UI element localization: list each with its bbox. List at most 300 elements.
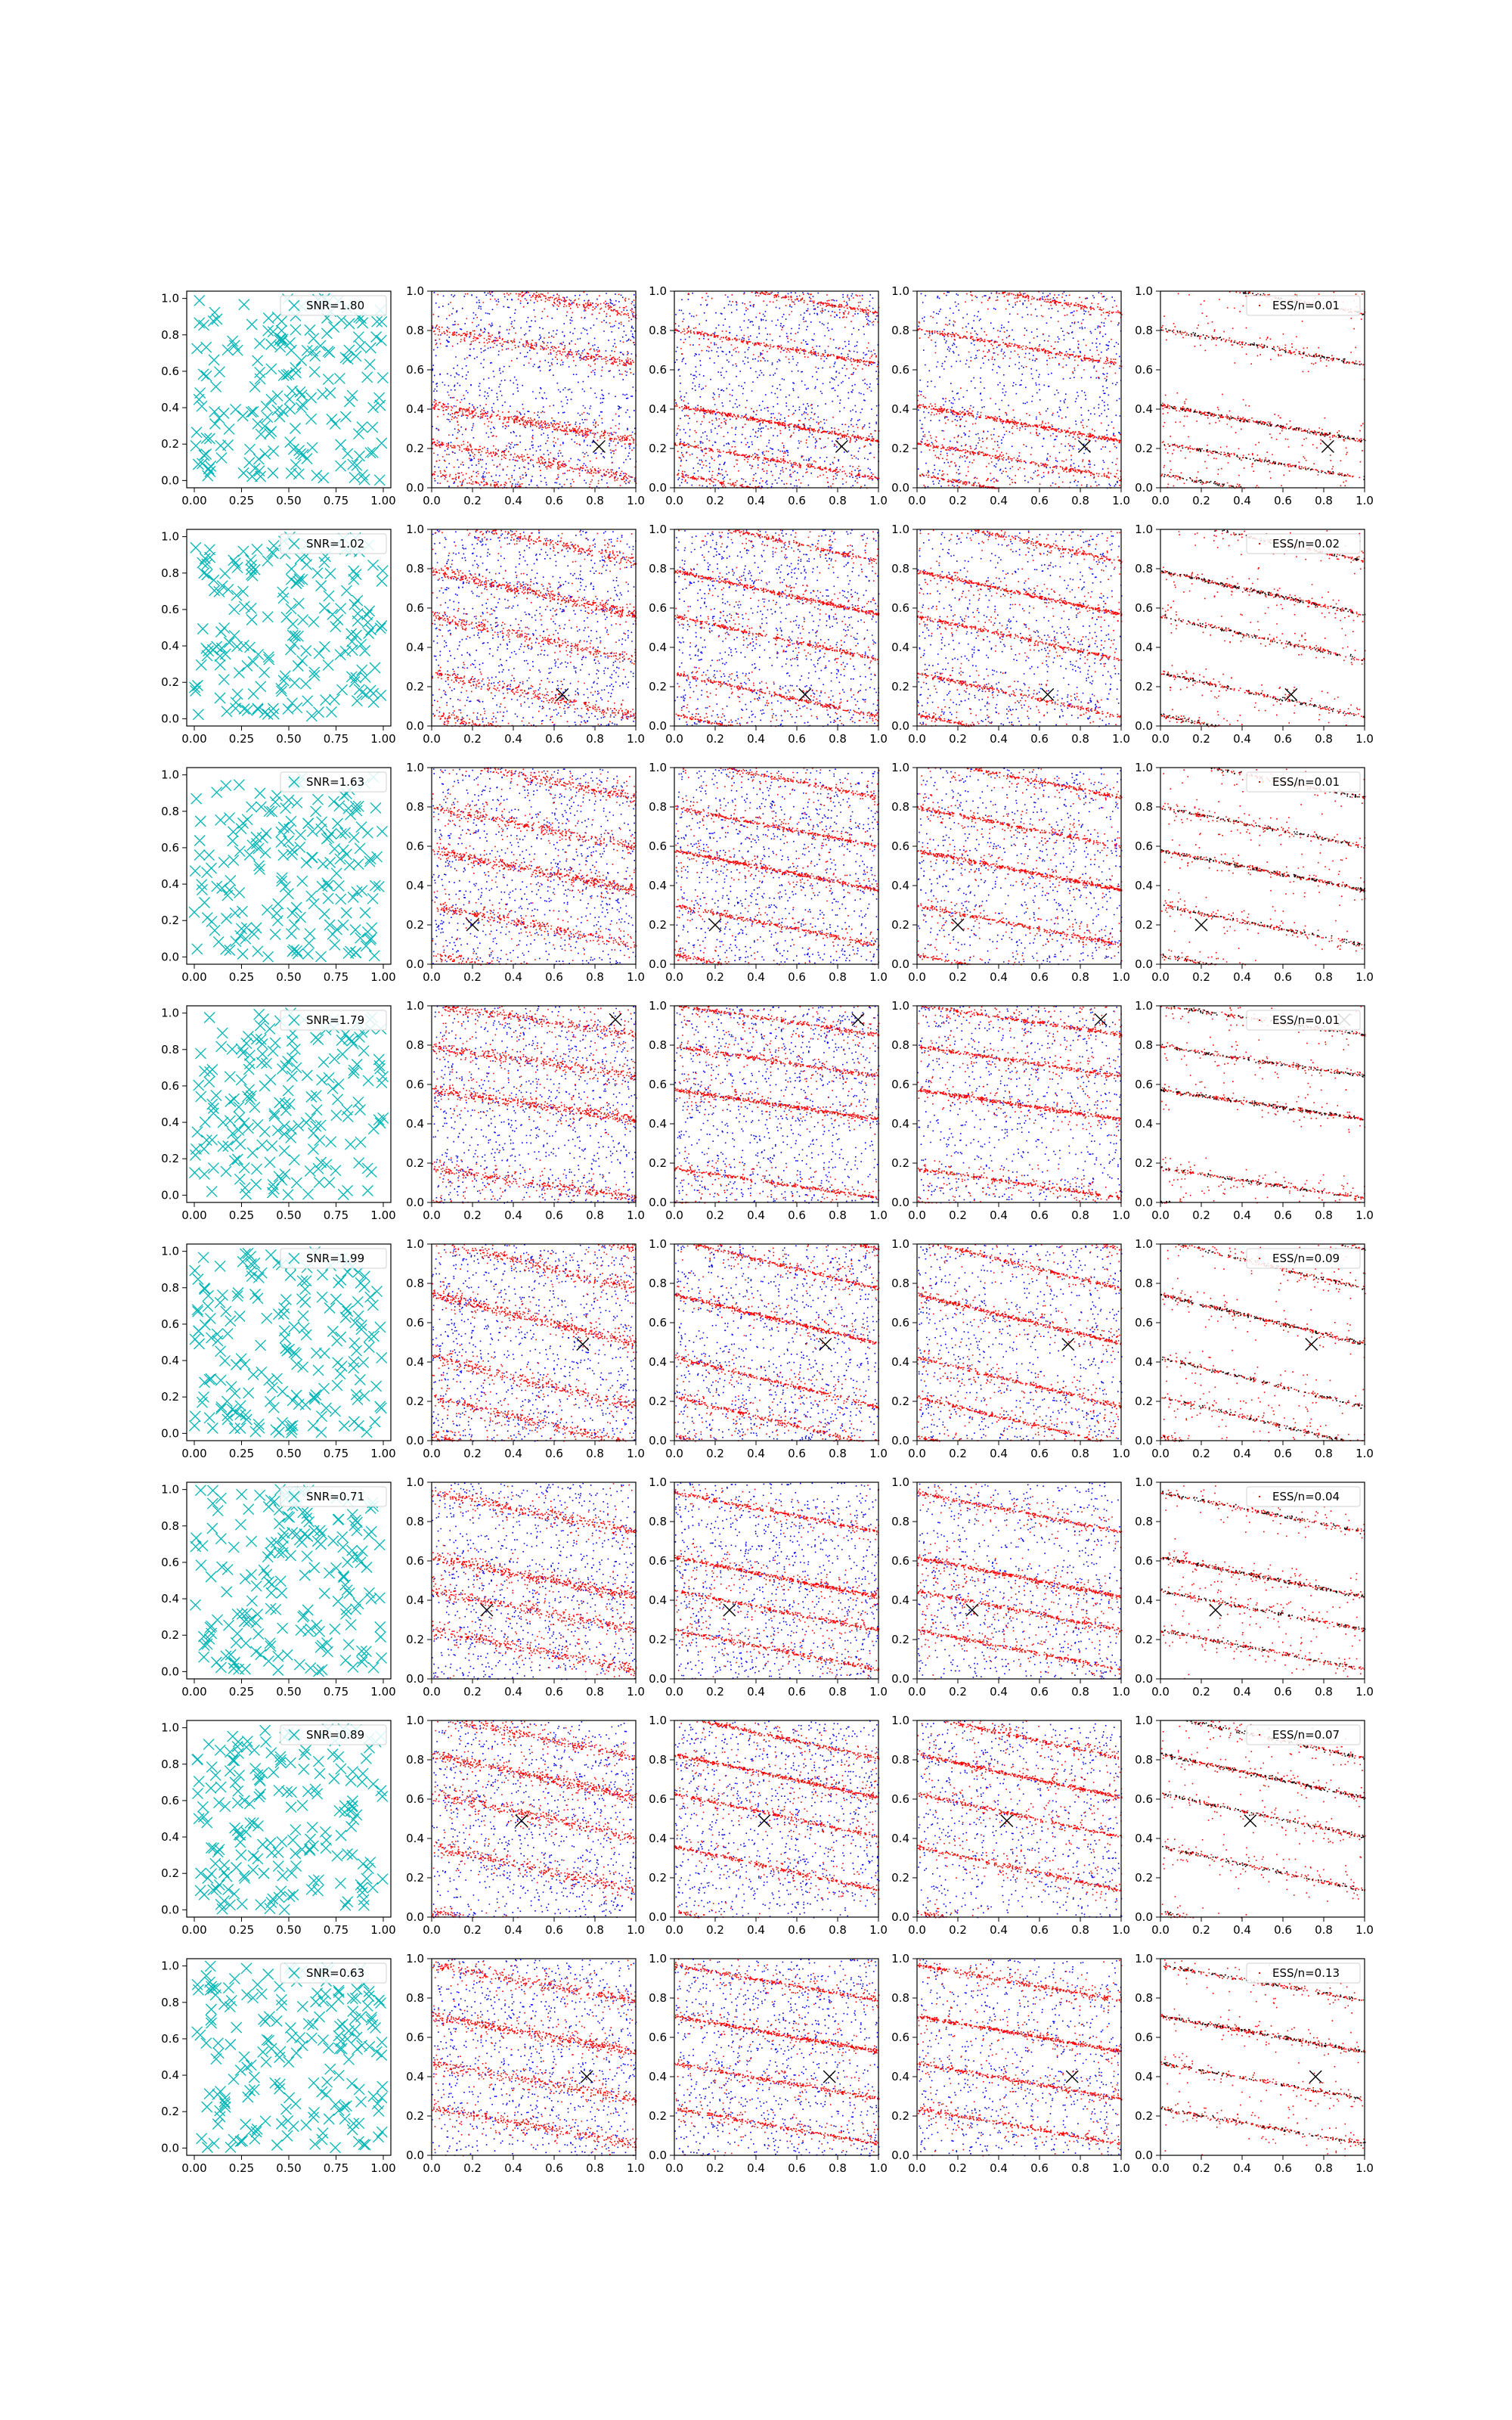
samples-red xyxy=(917,1006,1122,1203)
y-tick-label: 0.4 xyxy=(649,2070,667,2083)
x-tick-label: 0.6 xyxy=(1030,1923,1049,1937)
x-tick-label: 0.6 xyxy=(545,1208,563,1222)
x-tick-label: 0.4 xyxy=(504,494,522,507)
true-parameter-marker xyxy=(1195,919,1207,931)
y-tick-label: 0.0 xyxy=(1135,1672,1153,1686)
legend-ess xyxy=(1247,772,1360,792)
cross-marks xyxy=(189,1246,386,1438)
samples-blue xyxy=(432,1720,637,1919)
true-parameter-marker xyxy=(466,919,479,931)
x-tick-label: 0.50 xyxy=(276,1208,302,1222)
y-tick-label: 0.2 xyxy=(1135,680,1153,693)
subplot-r4-c4 xyxy=(891,999,1130,1222)
subplot-r2-c5 xyxy=(1135,523,1374,746)
legend-snr-label: SNR=1.79 xyxy=(306,1013,365,1027)
x-tick-label: 0.6 xyxy=(1030,1685,1049,1699)
x-tick-label: 0.4 xyxy=(747,1447,765,1460)
y-tick-label: 0.8 xyxy=(406,562,424,576)
y-tick-label: 0.2 xyxy=(1135,442,1153,455)
axes-frame xyxy=(674,529,878,726)
x-tick-label: 0.00 xyxy=(181,1685,207,1699)
subplot-r8-c1 xyxy=(161,1959,396,2175)
x-tick-label: 0.4 xyxy=(990,970,1008,984)
x-tick-label: 0.8 xyxy=(1071,494,1089,507)
x-tick-label: 0.0 xyxy=(908,1447,926,1460)
x-tick-label: 0.0 xyxy=(1151,494,1170,507)
legend-ess-label: ESS/n=0.13 xyxy=(1272,1966,1340,1980)
y-tick-label: 1.0 xyxy=(161,291,179,306)
x-tick-label: 0.0 xyxy=(908,970,926,984)
x-tick-label: 0.4 xyxy=(504,2161,522,2175)
y-tick-label: 0.8 xyxy=(891,324,909,337)
x-tick-label: 1.0 xyxy=(1112,2161,1130,2175)
x-tick-label: 0.8 xyxy=(1315,970,1333,984)
y-tick-label: 0.4 xyxy=(891,1355,909,1369)
x-tick-label: 0.6 xyxy=(788,2161,806,2175)
x-tick-label: 0.8 xyxy=(1071,1923,1089,1937)
axes-frame xyxy=(432,291,636,488)
x-tick-label: 1.0 xyxy=(1356,1923,1374,1937)
samples-blue xyxy=(917,1245,1122,1441)
cross-marks xyxy=(192,1961,388,2153)
y-tick-label: 1.0 xyxy=(891,284,909,298)
y-tick-label: 0.4 xyxy=(649,1593,667,1607)
y-tick-label: 0.6 xyxy=(1135,1316,1153,1329)
y-tick-label: 0.4 xyxy=(406,1355,424,1369)
y-tick-label: 0.2 xyxy=(406,918,424,932)
y-tick-label: 0.8 xyxy=(649,1991,667,2005)
y-tick-label: 0.4 xyxy=(891,402,909,416)
y-tick-label: 0.4 xyxy=(406,879,424,892)
x-tick-label: 0.0 xyxy=(423,494,441,507)
axes-frame xyxy=(674,291,878,488)
legend-snr xyxy=(280,1249,386,1268)
axes-frame xyxy=(1160,529,1365,726)
samples-red xyxy=(432,1244,637,1441)
y-tick-label: 0.6 xyxy=(649,2031,667,2044)
y-tick-label: 0.4 xyxy=(406,1832,424,1845)
x-tick-label: 0.0 xyxy=(423,732,441,746)
x-tick-label: 0.75 xyxy=(323,1447,349,1460)
x-tick-label: 0.2 xyxy=(463,732,482,746)
samples-red xyxy=(674,768,879,966)
y-tick-label: 0.8 xyxy=(891,800,909,814)
legend-ess-label: ESS/n=0.09 xyxy=(1272,1252,1340,1265)
legend-ess-label: ESS/n=0.01 xyxy=(1272,299,1340,312)
x-tick-label: 0.00 xyxy=(181,2161,207,2175)
y-tick-label: 0.6 xyxy=(1135,1792,1153,1806)
samples-blue xyxy=(674,1959,879,2156)
true-parameter-marker xyxy=(593,440,605,452)
y-tick-label: 0.0 xyxy=(161,1188,179,1202)
y-tick-label: 0.2 xyxy=(161,437,179,451)
legend-ess-label: ESS/n=0.04 xyxy=(1272,1490,1340,1503)
true-parameter-marker xyxy=(852,1013,864,1025)
x-tick-label: 0.8 xyxy=(829,1208,847,1222)
y-tick-label: 0.6 xyxy=(1135,839,1153,853)
samples-red xyxy=(1160,1006,1365,1204)
y-tick-label: 0.0 xyxy=(891,1910,909,1924)
cross-marks xyxy=(191,1485,387,1677)
x-tick-label: 0.8 xyxy=(1071,732,1089,746)
x-tick-label: 0.2 xyxy=(706,732,724,746)
x-tick-label: 0.4 xyxy=(1233,1923,1251,1937)
true-parameter-marker xyxy=(820,1339,832,1351)
true-parameter-marker xyxy=(758,1815,770,1827)
x-tick-label: 0.2 xyxy=(706,1685,724,1699)
y-tick-label: 0.0 xyxy=(891,2149,909,2162)
x-tick-label: 0.2 xyxy=(949,1923,967,1937)
x-tick-label: 0.4 xyxy=(747,1685,765,1699)
y-tick-label: 0.6 xyxy=(891,601,909,615)
y-tick-label: 0.4 xyxy=(891,1832,909,1845)
y-tick-label: 0.6 xyxy=(161,1793,179,1807)
x-tick-label: 0.25 xyxy=(228,1685,255,1699)
x-tick-label: 0.0 xyxy=(1151,970,1170,984)
y-tick-label: 0.2 xyxy=(406,1871,424,1885)
y-tick-label: 0.2 xyxy=(891,1395,909,1408)
y-tick-label: 0.4 xyxy=(649,1117,667,1131)
x-tick-label: 1.0 xyxy=(1356,1208,1374,1222)
y-tick-label: 0.6 xyxy=(406,363,424,377)
subplot-r6-c3 xyxy=(649,1475,888,1699)
x-tick-label: 0.8 xyxy=(1315,1447,1333,1460)
samples-red xyxy=(1160,1959,1365,2156)
x-tick-label: 0.4 xyxy=(504,1685,522,1699)
x-tick-label: 1.0 xyxy=(1112,1923,1130,1937)
y-tick-label: 0.6 xyxy=(649,1792,667,1806)
y-tick-label: 0.0 xyxy=(161,1426,179,1441)
y-tick-label: 0.8 xyxy=(161,566,179,580)
legend-snr-label: SNR=1.63 xyxy=(306,775,365,789)
y-tick-label: 0.2 xyxy=(406,442,424,455)
x-tick-label: 1.0 xyxy=(627,2161,645,2175)
samples-black xyxy=(1160,291,1365,487)
y-tick-label: 1.0 xyxy=(649,999,667,1013)
subplot-r3-c3 xyxy=(649,761,888,984)
y-tick-label: 0.6 xyxy=(891,1316,909,1329)
x-tick-label: 0.4 xyxy=(1233,1447,1251,1460)
x-tick-label: 0.6 xyxy=(1030,732,1049,746)
y-tick-label: 0.0 xyxy=(406,481,424,495)
true-parameter-marker xyxy=(1001,1815,1013,1827)
y-tick-label: 0.6 xyxy=(406,1316,424,1329)
x-tick-label: 0.25 xyxy=(228,970,255,984)
y-tick-label: 0.4 xyxy=(161,877,179,892)
y-tick-label: 0.6 xyxy=(406,839,424,853)
x-tick-label: 0.0 xyxy=(423,1447,441,1460)
subplot-r1-c2 xyxy=(406,284,645,507)
x-tick-label: 1.00 xyxy=(370,1447,396,1460)
y-tick-label: 0.2 xyxy=(891,680,909,693)
legend-marker xyxy=(1259,1496,1260,1497)
samples-red xyxy=(1160,1485,1365,1679)
x-tick-label: 0.2 xyxy=(1192,970,1210,984)
x-tick-label: 1.0 xyxy=(627,1208,645,1222)
y-tick-label: 1.0 xyxy=(649,761,667,774)
x-tick-label: 0.2 xyxy=(1192,1685,1210,1699)
cross-marks xyxy=(190,532,389,721)
x-tick-label: 0.6 xyxy=(545,494,563,507)
subplot-r6-c2 xyxy=(406,1475,645,1699)
y-tick-label: 0.6 xyxy=(161,364,179,378)
x-tick-label: 1.0 xyxy=(1112,1685,1130,1699)
y-tick-label: 0.8 xyxy=(1135,1038,1153,1052)
y-tick-label: 0.0 xyxy=(406,957,424,971)
legend-snr-label: SNR=1.80 xyxy=(306,299,365,312)
y-tick-label: 0.6 xyxy=(1135,2031,1153,2044)
legend-ess-label: ESS/n=0.07 xyxy=(1272,1728,1340,1742)
y-tick-label: 0.6 xyxy=(1135,601,1153,615)
x-tick-label: 1.00 xyxy=(370,2161,396,2175)
subplot-r2-c3 xyxy=(649,523,888,746)
y-tick-label: 0.2 xyxy=(161,1628,179,1643)
x-tick-label: 0.75 xyxy=(323,732,349,746)
true-parameter-marker xyxy=(577,1339,589,1351)
y-tick-label: 1.0 xyxy=(649,1237,667,1251)
x-tick-label: 0.2 xyxy=(706,2161,724,2175)
y-tick-label: 1.0 xyxy=(161,1006,179,1020)
y-tick-label: 0.2 xyxy=(649,442,667,455)
x-tick-label: 1.00 xyxy=(370,1685,396,1699)
true-parameter-marker xyxy=(609,1013,621,1025)
y-tick-label: 0.6 xyxy=(161,602,179,616)
x-tick-label: 1.0 xyxy=(1356,1447,1374,1460)
cross-marks xyxy=(191,293,388,486)
x-tick-label: 0.8 xyxy=(1071,1685,1089,1699)
y-tick-label: 0.0 xyxy=(649,481,667,495)
x-tick-label: 1.0 xyxy=(1356,494,1374,507)
subplot-r5-c4 xyxy=(891,1237,1130,1460)
y-tick-label: 1.0 xyxy=(406,1475,424,1489)
x-tick-label: 0.4 xyxy=(990,494,1008,507)
subplot-r6-c4 xyxy=(891,1475,1130,1699)
y-tick-label: 0.8 xyxy=(649,1038,667,1052)
x-tick-label: 0.2 xyxy=(463,970,482,984)
x-tick-label: 0.00 xyxy=(181,1447,207,1460)
x-tick-label: 0.25 xyxy=(228,2161,255,2175)
y-tick-label: 1.0 xyxy=(1135,1952,1153,1965)
samples-red xyxy=(1161,1244,1366,1442)
samples-blue xyxy=(917,768,1122,965)
subplot-r7-c4 xyxy=(891,1714,1130,1937)
x-tick-label: 0.8 xyxy=(586,1447,604,1460)
true-parameter-marker xyxy=(1066,2071,1078,2083)
y-tick-label: 0.0 xyxy=(406,1434,424,1447)
x-tick-label: 0.8 xyxy=(829,2161,847,2175)
x-tick-label: 0.2 xyxy=(949,732,967,746)
y-tick-label: 0.4 xyxy=(1135,2070,1153,2083)
samples-red xyxy=(1161,1720,1366,1918)
x-tick-label: 0.50 xyxy=(276,970,302,984)
legend-snr xyxy=(280,1487,386,1506)
x-tick-label: 0.4 xyxy=(1233,1685,1251,1699)
x-tick-label: 0.8 xyxy=(829,1923,847,1937)
legend-marker xyxy=(1259,305,1260,306)
x-tick-label: 0.4 xyxy=(1233,1208,1251,1222)
axes-frame xyxy=(917,1720,1121,1917)
x-tick-label: 0.50 xyxy=(276,1447,302,1460)
y-tick-label: 0.4 xyxy=(649,402,667,416)
x-tick-label: 0.6 xyxy=(1274,1685,1292,1699)
y-tick-label: 0.4 xyxy=(891,1593,909,1607)
x-tick-label: 0.25 xyxy=(228,1447,255,1460)
y-tick-label: 0.6 xyxy=(649,839,667,853)
samples-blue xyxy=(432,768,637,965)
subplot-r3-c5 xyxy=(1135,761,1374,984)
y-tick-label: 0.0 xyxy=(161,2141,179,2155)
samples-red xyxy=(432,529,637,727)
x-tick-label: 0.4 xyxy=(1233,2161,1251,2175)
axes-frame xyxy=(917,291,1121,488)
y-tick-label: 0.8 xyxy=(649,1515,667,1528)
legend-ess xyxy=(1247,1725,1360,1745)
x-tick-label: 0.8 xyxy=(829,1447,847,1460)
subplot-r8-c4 xyxy=(891,1952,1130,2175)
y-tick-label: 0.6 xyxy=(406,2031,424,2044)
samples-blue xyxy=(918,291,1122,489)
y-tick-label: 0.4 xyxy=(161,1115,179,1130)
x-tick-label: 0.4 xyxy=(990,1208,1008,1222)
y-tick-label: 1.0 xyxy=(1135,999,1153,1013)
y-tick-label: 1.0 xyxy=(891,523,909,536)
legend-marker xyxy=(1259,1019,1260,1021)
x-tick-label: 0.50 xyxy=(276,1923,302,1937)
x-tick-label: 0.0 xyxy=(1151,1923,1170,1937)
x-tick-label: 0.8 xyxy=(1071,1208,1089,1222)
legend-ess xyxy=(1247,534,1360,554)
legend-ess xyxy=(1247,1010,1360,1030)
y-tick-label: 0.0 xyxy=(891,719,909,733)
x-tick-label: 0.4 xyxy=(504,1447,522,1460)
x-tick-label: 0.2 xyxy=(706,970,724,984)
y-tick-label: 0.6 xyxy=(161,1555,179,1569)
x-tick-label: 1.00 xyxy=(370,970,396,984)
x-tick-label: 0.00 xyxy=(181,1923,207,1937)
y-tick-label: 0.8 xyxy=(406,1753,424,1767)
x-tick-label: 0.8 xyxy=(829,1685,847,1699)
subplot-r4-c1 xyxy=(161,1006,396,1222)
y-tick-label: 0.2 xyxy=(406,1633,424,1646)
x-tick-label: 0.8 xyxy=(829,494,847,507)
samples-red xyxy=(917,291,1123,489)
x-tick-label: 0.0 xyxy=(665,970,683,984)
subplot-r4-c5 xyxy=(1135,999,1374,1222)
legend-snr-label: SNR=1.02 xyxy=(306,537,365,551)
x-tick-label: 0.25 xyxy=(228,1208,255,1222)
y-tick-label: 0.6 xyxy=(1135,1554,1153,1568)
y-tick-label: 0.2 xyxy=(161,1866,179,1881)
y-tick-label: 0.0 xyxy=(649,1434,667,1447)
legend-snr xyxy=(280,534,386,554)
x-tick-label: 0.4 xyxy=(747,1923,765,1937)
y-tick-label: 0.2 xyxy=(649,680,667,693)
x-tick-label: 0.2 xyxy=(463,2161,482,2175)
y-tick-label: 0.4 xyxy=(1135,402,1153,416)
y-tick-label: 0.4 xyxy=(161,1354,179,1368)
samples-black xyxy=(1161,529,1366,726)
y-tick-label: 0.0 xyxy=(649,1196,667,1209)
y-tick-label: 0.4 xyxy=(1135,1355,1153,1369)
y-tick-label: 1.0 xyxy=(406,523,424,536)
subplot-r3-c4 xyxy=(891,761,1130,984)
legend-snr-label: SNR=0.89 xyxy=(306,1728,365,1742)
samples-red xyxy=(674,1006,880,1203)
y-tick-label: 1.0 xyxy=(406,999,424,1013)
x-tick-label: 0.25 xyxy=(228,494,255,507)
true-parameter-marker xyxy=(1321,440,1334,452)
y-tick-label: 0.0 xyxy=(1135,1434,1153,1447)
x-tick-label: 0.8 xyxy=(586,970,604,984)
samples-blue xyxy=(675,768,879,965)
legend-marker xyxy=(1259,781,1260,783)
legend-snr xyxy=(280,1963,386,1983)
x-tick-label: 0.00 xyxy=(181,1208,207,1222)
samples-red xyxy=(917,1720,1122,1918)
true-parameter-marker xyxy=(1042,688,1054,700)
true-parameter-marker xyxy=(952,919,964,931)
y-tick-label: 0.4 xyxy=(1135,1117,1153,1131)
samples-red xyxy=(674,529,879,727)
y-tick-label: 0.2 xyxy=(649,1156,667,1170)
y-tick-label: 0.0 xyxy=(649,1910,667,1924)
true-parameter-marker xyxy=(1306,1339,1318,1351)
x-tick-label: 0.2 xyxy=(463,1447,482,1460)
x-tick-label: 1.0 xyxy=(869,970,888,984)
x-tick-label: 0.2 xyxy=(949,494,967,507)
x-tick-label: 0.4 xyxy=(990,732,1008,746)
y-tick-label: 1.0 xyxy=(1135,523,1153,536)
y-tick-label: 0.8 xyxy=(1135,1515,1153,1528)
legend-snr xyxy=(280,772,386,792)
y-tick-label: 1.0 xyxy=(1135,1237,1153,1251)
x-tick-label: 0.8 xyxy=(1315,2161,1333,2175)
y-tick-label: 0.0 xyxy=(406,1910,424,1924)
cross-marks xyxy=(189,772,388,963)
y-tick-label: 0.2 xyxy=(406,1395,424,1408)
x-tick-label: 1.0 xyxy=(1356,2161,1374,2175)
y-tick-label: 1.0 xyxy=(649,1475,667,1489)
x-tick-label: 0.0 xyxy=(665,1685,683,1699)
x-tick-label: 0.0 xyxy=(665,2161,683,2175)
subplot-r6-c1 xyxy=(161,1482,396,1699)
y-tick-label: 0.2 xyxy=(406,1156,424,1170)
x-tick-label: 1.0 xyxy=(1356,732,1374,746)
x-tick-label: 0.4 xyxy=(1233,494,1251,507)
x-tick-label: 1.0 xyxy=(627,732,645,746)
x-tick-label: 0.6 xyxy=(1274,1208,1292,1222)
y-tick-label: 0.2 xyxy=(161,2105,179,2119)
x-tick-label: 0.2 xyxy=(706,1447,724,1460)
y-tick-label: 1.0 xyxy=(161,1244,179,1258)
subplot-r2-c2 xyxy=(406,523,645,746)
x-tick-label: 0.4 xyxy=(747,2161,765,2175)
x-tick-label: 0.6 xyxy=(1030,970,1049,984)
x-tick-label: 0.2 xyxy=(1192,1447,1210,1460)
true-parameter-marker xyxy=(481,1604,493,1616)
y-tick-label: 1.0 xyxy=(161,1720,179,1735)
y-tick-label: 0.8 xyxy=(1135,324,1153,337)
x-tick-label: 0.8 xyxy=(586,1208,604,1222)
subplot-r5-c1 xyxy=(161,1244,396,1460)
x-tick-label: 1.0 xyxy=(1112,970,1130,984)
y-tick-label: 1.0 xyxy=(891,1475,909,1489)
x-tick-label: 0.0 xyxy=(423,1685,441,1699)
y-tick-label: 0.4 xyxy=(161,2068,179,2083)
subplot-r2-c1 xyxy=(161,529,396,746)
true-parameter-marker xyxy=(1244,1815,1256,1827)
y-tick-label: 0.8 xyxy=(406,1277,424,1290)
